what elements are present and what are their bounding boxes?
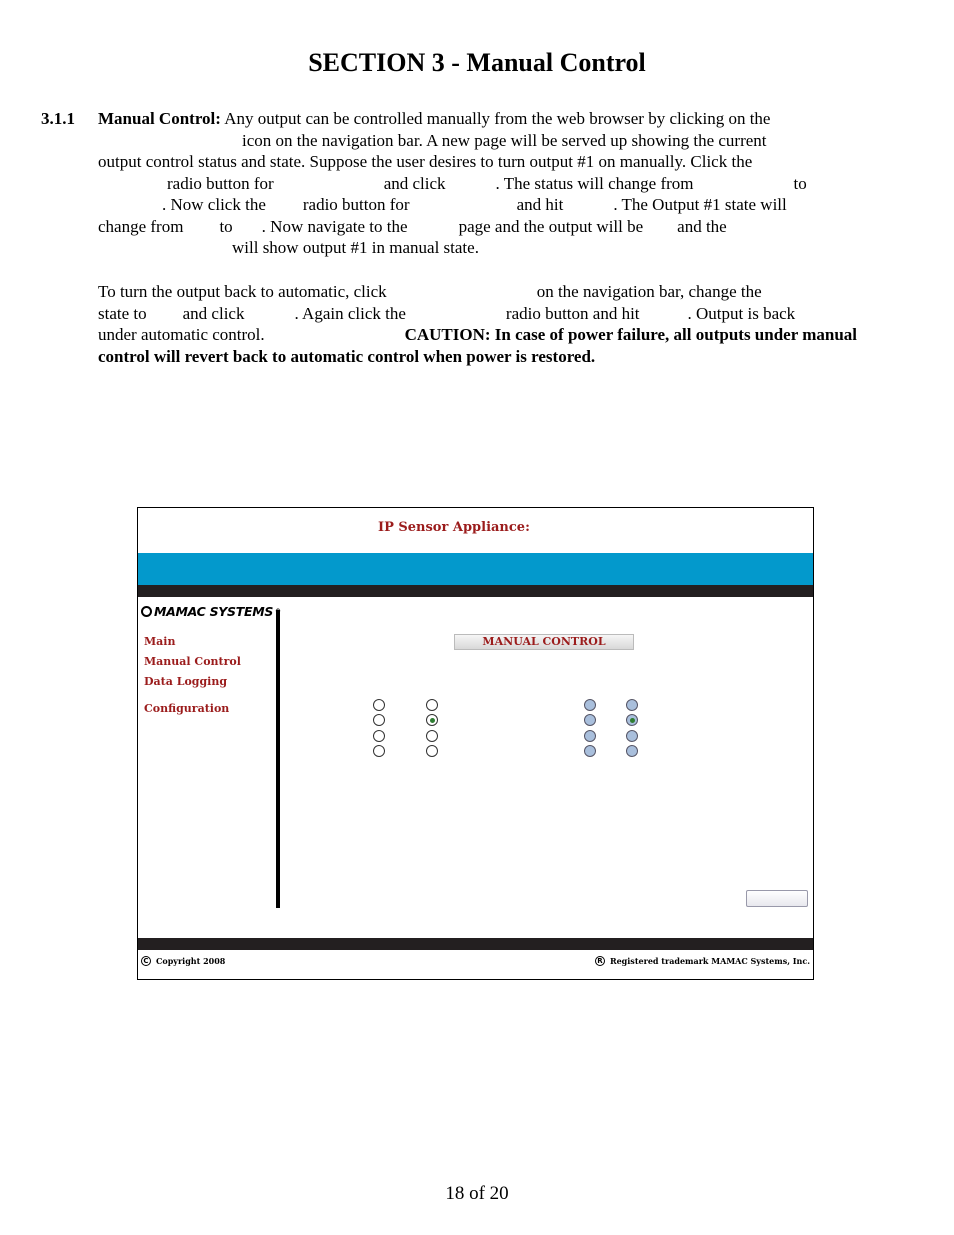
- radio-status-manual-1[interactable]: [426, 699, 438, 711]
- text-line: output control status and state. Suppose the user desires to turn output #1 on manually. Click the: [98, 152, 753, 171]
- nav-data-logging[interactable]: Data Logging: [144, 675, 228, 688]
- radio-state-off-4[interactable]: [584, 745, 596, 757]
- radio-status-manual-2[interactable]: [426, 714, 438, 726]
- paragraph-1: [98, 108, 857, 259]
- radio-state-on-4[interactable]: [626, 745, 638, 757]
- text-line: Manual Control: Any output can be controlled manually from the web browser by clicking on the: [98, 109, 771, 128]
- ui-screenshot: [137, 507, 814, 980]
- radio-state-off-1[interactable]: [584, 699, 596, 711]
- radio-state-off-3[interactable]: [584, 730, 596, 742]
- header-bar: [138, 553, 813, 585]
- radio-status-manual-4[interactable]: [426, 745, 438, 757]
- radio-state-off-2[interactable]: [584, 714, 596, 726]
- footer-bar: [138, 938, 813, 950]
- radio-state-on-1[interactable]: [626, 699, 638, 711]
- text-line: will show output #1 in manual state.: [232, 238, 479, 257]
- text-line: state to and click . Again click the radio button and hit . Output is back: [98, 303, 796, 323]
- nav-main[interactable]: Main: [144, 635, 176, 648]
- text-line: . Now click the radio button for and hit . The Output #1 state will: [162, 195, 787, 214]
- text-line: radio button for and click . The status will change from to: [167, 173, 807, 193]
- text-line: icon on the navigation bar. A new page will be served up showing the current: [242, 130, 767, 150]
- text-line: change from to . Now navigate to the page and the output will be and the: [98, 216, 727, 236]
- app-title: IP Sensor Appliance:: [378, 520, 530, 535]
- page-number: 18 of 20: [445, 1183, 509, 1204]
- registered-icon: R: [595, 956, 605, 966]
- radio-status-manual-3[interactable]: [426, 730, 438, 742]
- brand-logo: MAMAC SYSTEMS: [141, 604, 281, 619]
- logo-icon: [141, 606, 152, 617]
- text-line: control will revert back to automatic control when power is restored.: [98, 346, 596, 366]
- submit-button[interactable]: [746, 890, 808, 907]
- nav-manual-control[interactable]: Manual Control: [144, 655, 241, 668]
- text-line: under automatic control. CAUTION: In case of power failure, all outputs under manual: [98, 325, 857, 344]
- radio-status-auto-4[interactable]: [373, 745, 385, 757]
- paragraph-2: [98, 281, 857, 367]
- radio-status-auto-2[interactable]: [373, 714, 385, 726]
- radio-status-auto-3[interactable]: [373, 730, 385, 742]
- radio-state-on-3[interactable]: [626, 730, 638, 742]
- radio-state-on-2[interactable]: [626, 714, 638, 726]
- sidebar-divider: [276, 610, 280, 908]
- nav-configuration[interactable]: Configuration: [144, 702, 230, 715]
- section-heading: Manual Control:: [98, 109, 221, 128]
- radio-status-auto-1[interactable]: [373, 699, 385, 711]
- section-number: 3.1.1: [41, 109, 75, 128]
- copyright: C Copyright 2008: [141, 956, 225, 966]
- tab-manual-control[interactable]: MANUAL CONTROL: [454, 634, 634, 650]
- copyright-icon: C: [141, 956, 151, 966]
- text-line: To turn the output back to automatic, click on the navigation bar, change the: [98, 282, 762, 301]
- divider-bar: [138, 585, 813, 597]
- trademark: R Registered trademark MAMAC Systems, Inc.: [595, 956, 810, 966]
- caution-text: CAUTION: In case of power failure, all outputs under manual: [404, 325, 857, 344]
- page-title: SECTION 3 - Manual Control: [308, 48, 646, 77]
